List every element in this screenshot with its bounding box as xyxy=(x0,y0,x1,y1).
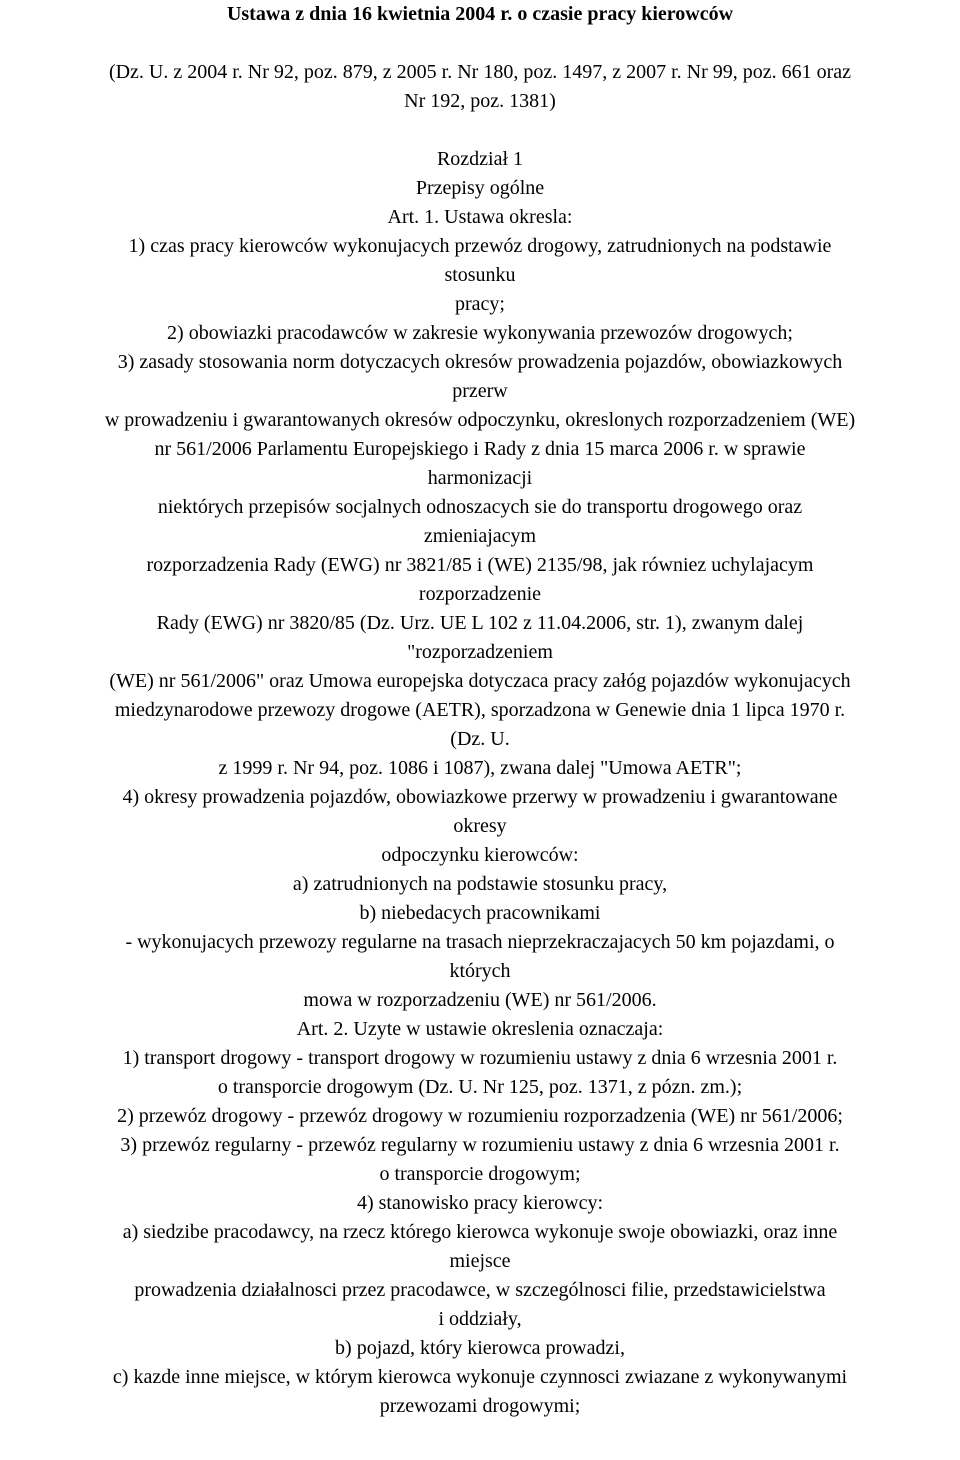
body-line: a) siedzibe pracodawcy, na rzecz którego kierowca wykonuje swoje obowiazki, oraz inne xyxy=(122,1221,838,1243)
body-line: niektórych przepisów socjalnych odnoszacych sie do transportu drogowego oraz xyxy=(157,496,803,518)
chapter-heading: Rozdział 1 xyxy=(436,148,524,170)
chapter-subheading: Przepisy ogólne xyxy=(415,177,545,199)
body-line: których xyxy=(449,960,511,982)
body-line: miedzynarodowe przewozy drogowe (AETR), sporzadzona w Genewie dnia 1 lipca 1970 r. xyxy=(114,699,846,721)
spacer xyxy=(0,29,960,58)
body-line: okresy xyxy=(453,815,507,837)
document-title: Ustawa z dnia 16 kwietnia 2004 r. o czasie pracy kierowców xyxy=(226,3,734,25)
body-line: 1) czas pracy kierowców wykonujacych przewóz drogowy, zatrudnionych na podstawie xyxy=(128,235,832,257)
body-line: miejsce xyxy=(449,1250,511,1272)
body-line: 2) obowiazki pracodawców w zakresie wykonywania przewozów drogowych; xyxy=(167,322,793,344)
body-line: prowadzenia działalnosci przez pracodawce, w szczególnosci filie, przedstawicielstwa xyxy=(134,1279,826,1301)
body-line: 3) zasady stosowania norm dotyczacych okresów prowadzenia pojazdów, obowiazkowych xyxy=(117,351,843,373)
body-line: Art. 2. Uzyte w ustawie okreslenia oznaczaja: xyxy=(296,1018,664,1040)
body-line: odpoczynku kierowców: xyxy=(381,844,579,866)
body-line: b) niebedacych pracownikami xyxy=(359,902,601,924)
body-line: "rozporzadzeniem xyxy=(407,641,553,663)
body-line: przerw xyxy=(452,380,508,402)
body-line: zmieniajacym xyxy=(423,525,537,547)
body-line: c) kazde inne miejsce, w którym kierowca wykonuje czynnosci zwiazane z wykonywanymi xyxy=(112,1366,848,1388)
body-line: a) zatrudnionych na podstawie stosunku pracy, xyxy=(292,873,668,895)
body-line: o transporcie drogowym (Dz. U. Nr 125, poz. 1371, z pózn. zm.); xyxy=(217,1076,743,1098)
body-line: - wykonujacych przewozy regularne na trasach nieprzekraczajacych 50 km pojazdami, o xyxy=(125,931,835,953)
body-line: mowa w rozporzadzeniu (WE) nr 561/2006. xyxy=(303,989,657,1011)
body-line: z 1999 r. Nr 94, poz. 1086 i 1087), zwana dalej "Umowa AETR"; xyxy=(218,757,742,779)
body-line: przewozami drogowymi; xyxy=(379,1395,581,1417)
body-line: harmonizacji xyxy=(427,467,533,489)
body-line: (WE) nr 561/2006" oraz Umowa europejska dotyczaca pracy załóg pojazdów wykonujacych xyxy=(109,670,851,692)
body-line: nr 561/2006 Parlamentu Europejskiego i Rady z dnia 15 marca 2006 r. w sprawie xyxy=(154,438,806,460)
body-line: w prowadzeniu i gwarantowanych okresów odpoczynku, okreslonych rozporzadzeniem (WE) xyxy=(104,409,856,431)
body-line: 4) okresy prowadzenia pojazdów, obowiazkowe przerwy w prowadzeniu i gwarantowane xyxy=(122,786,838,808)
body-line: 4) stanowisko pracy kierowcy: xyxy=(356,1192,604,1214)
citation-line: Nr 192, poz. 1381) xyxy=(404,90,556,112)
body-line: 1) transport drogowy - transport drogowy w rozumieniu ustawy z dnia 6 wrzesnia 2001 r. xyxy=(122,1047,838,1069)
body-line: (Dz. U. xyxy=(450,728,510,750)
body-line: stosunku xyxy=(444,264,516,286)
body-line: pracy; xyxy=(455,293,505,315)
body-line: rozporzadzenie xyxy=(418,583,542,605)
body-line: o transporcie drogowym; xyxy=(379,1163,581,1185)
body-line: b) pojazd, który kierowca prowadzi, xyxy=(335,1337,625,1359)
body-line: Rady (EWG) nr 3820/85 (Dz. Urz. UE L 102 z 11.04.2006, str. 1), zwanym dalej xyxy=(156,612,804,634)
body-line: 3) przewóz regularny - przewóz regularny w rozumieniu ustawy z dnia 6 wrzesnia 2001 r. xyxy=(120,1134,840,1156)
document-body xyxy=(0,203,960,1421)
citation-line: (Dz. U. z 2004 r. Nr 92, poz. 879, z 2005 r. Nr 180, poz. 1497, z 2007 r. Nr 99, poz. 661 oraz xyxy=(108,61,852,83)
body-line: 2) przewóz drogowy - przewóz drogowy w rozumieniu rozporzadzenia (WE) nr 561/2006; xyxy=(117,1105,843,1127)
spacer xyxy=(0,116,960,145)
body-line: rozporzadzenia Rady (EWG) nr 3821/85 i (WE) 2135/98, jak równiez uchylajacym xyxy=(146,554,814,576)
body-line: Art. 1. Ustawa okresla: xyxy=(387,206,573,228)
body-line: i oddziały, xyxy=(438,1308,522,1330)
